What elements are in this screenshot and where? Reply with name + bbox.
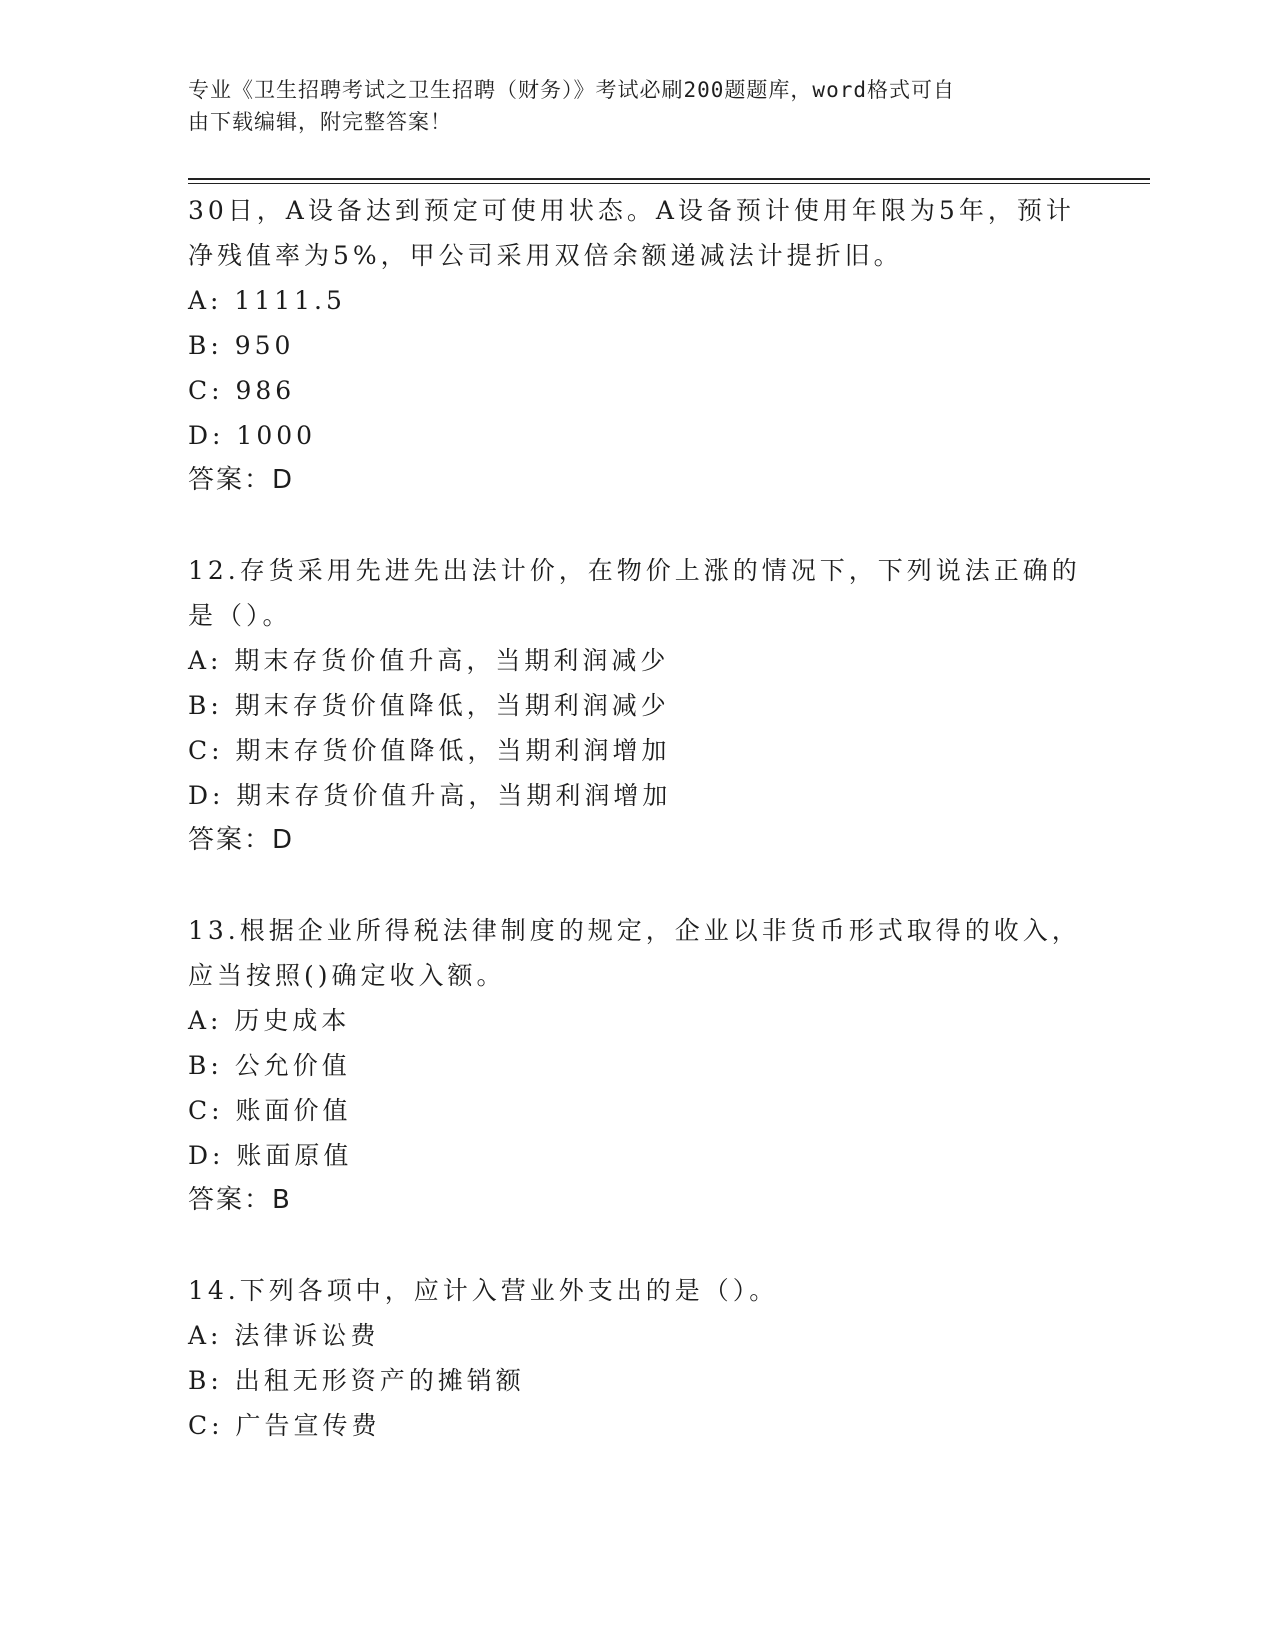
spacer: [188, 503, 1088, 548]
header-line-2: 由下载编辑，附完整答案！: [188, 110, 452, 134]
question-stem-line: 是（）。: [188, 601, 292, 630]
answer-line: 答案：B: [188, 1185, 292, 1215]
header-line-1: 专业《卫生招聘考试之卫生招聘（财务）》考试必刷200题题库，word格式可自: [188, 78, 955, 102]
option-c: C: 期末存货价值降低，当期利润增加: [188, 736, 671, 765]
option-b: B: 公允价值: [188, 1051, 351, 1080]
option-a: A: 期末存货价值升高，当期利润减少: [188, 646, 670, 675]
question-stem-line: 13.根据企业所得税法律制度的规定，企业以非货币形式取得的收入，: [188, 916, 1081, 945]
question-stem-line: 12.存货采用先进先出法计价，在物价上涨的情况下，下列说法正确的: [188, 556, 1081, 585]
document-header: [188, 74, 1068, 138]
question-list: [188, 188, 1088, 1448]
option-c: C: 986: [188, 376, 296, 405]
question-stem-line: 应当按照()确定收入额。: [188, 961, 506, 990]
option-a: A: 1111.5: [188, 286, 346, 315]
question-14: [188, 1268, 1088, 1448]
question-stem-line: 14.下列各项中，应计入营业外支出的是（）。: [188, 1276, 779, 1305]
question-12: [188, 548, 1088, 863]
spacer: [188, 863, 1088, 908]
option-d: D: 1000: [188, 421, 317, 450]
header-rule-thin: [188, 183, 1150, 184]
header-rule-thick: [188, 178, 1150, 180]
option-c: C: 广告宣传费: [188, 1411, 381, 1440]
option-a: A: 历史成本: [188, 1006, 351, 1035]
question-stem-line: 净残值率为5%，甲公司采用双倍余额递减法计提折旧。: [188, 241, 903, 270]
option-a: A: 法律诉讼费: [188, 1321, 380, 1350]
question-11: [188, 188, 1088, 503]
option-c: C: 账面价值: [188, 1096, 352, 1125]
question-13: [188, 908, 1088, 1223]
option-d: D: 账面原值: [188, 1141, 353, 1170]
option-d: D: 期末存货价值升高，当期利润增加: [188, 781, 672, 810]
option-b: B: 出租无形资产的摊销额: [188, 1366, 525, 1395]
answer-line: 答案：D: [188, 825, 295, 855]
question-stem-line: 30日，A设备达到预定可使用状态。A设备预计使用年限为5年，预计: [188, 196, 1075, 225]
answer-line: 答案：D: [188, 465, 295, 495]
option-b: B: 期末存货价值降低，当期利润减少: [188, 691, 670, 720]
option-b: B: 950: [188, 331, 295, 360]
spacer: [188, 1223, 1088, 1268]
